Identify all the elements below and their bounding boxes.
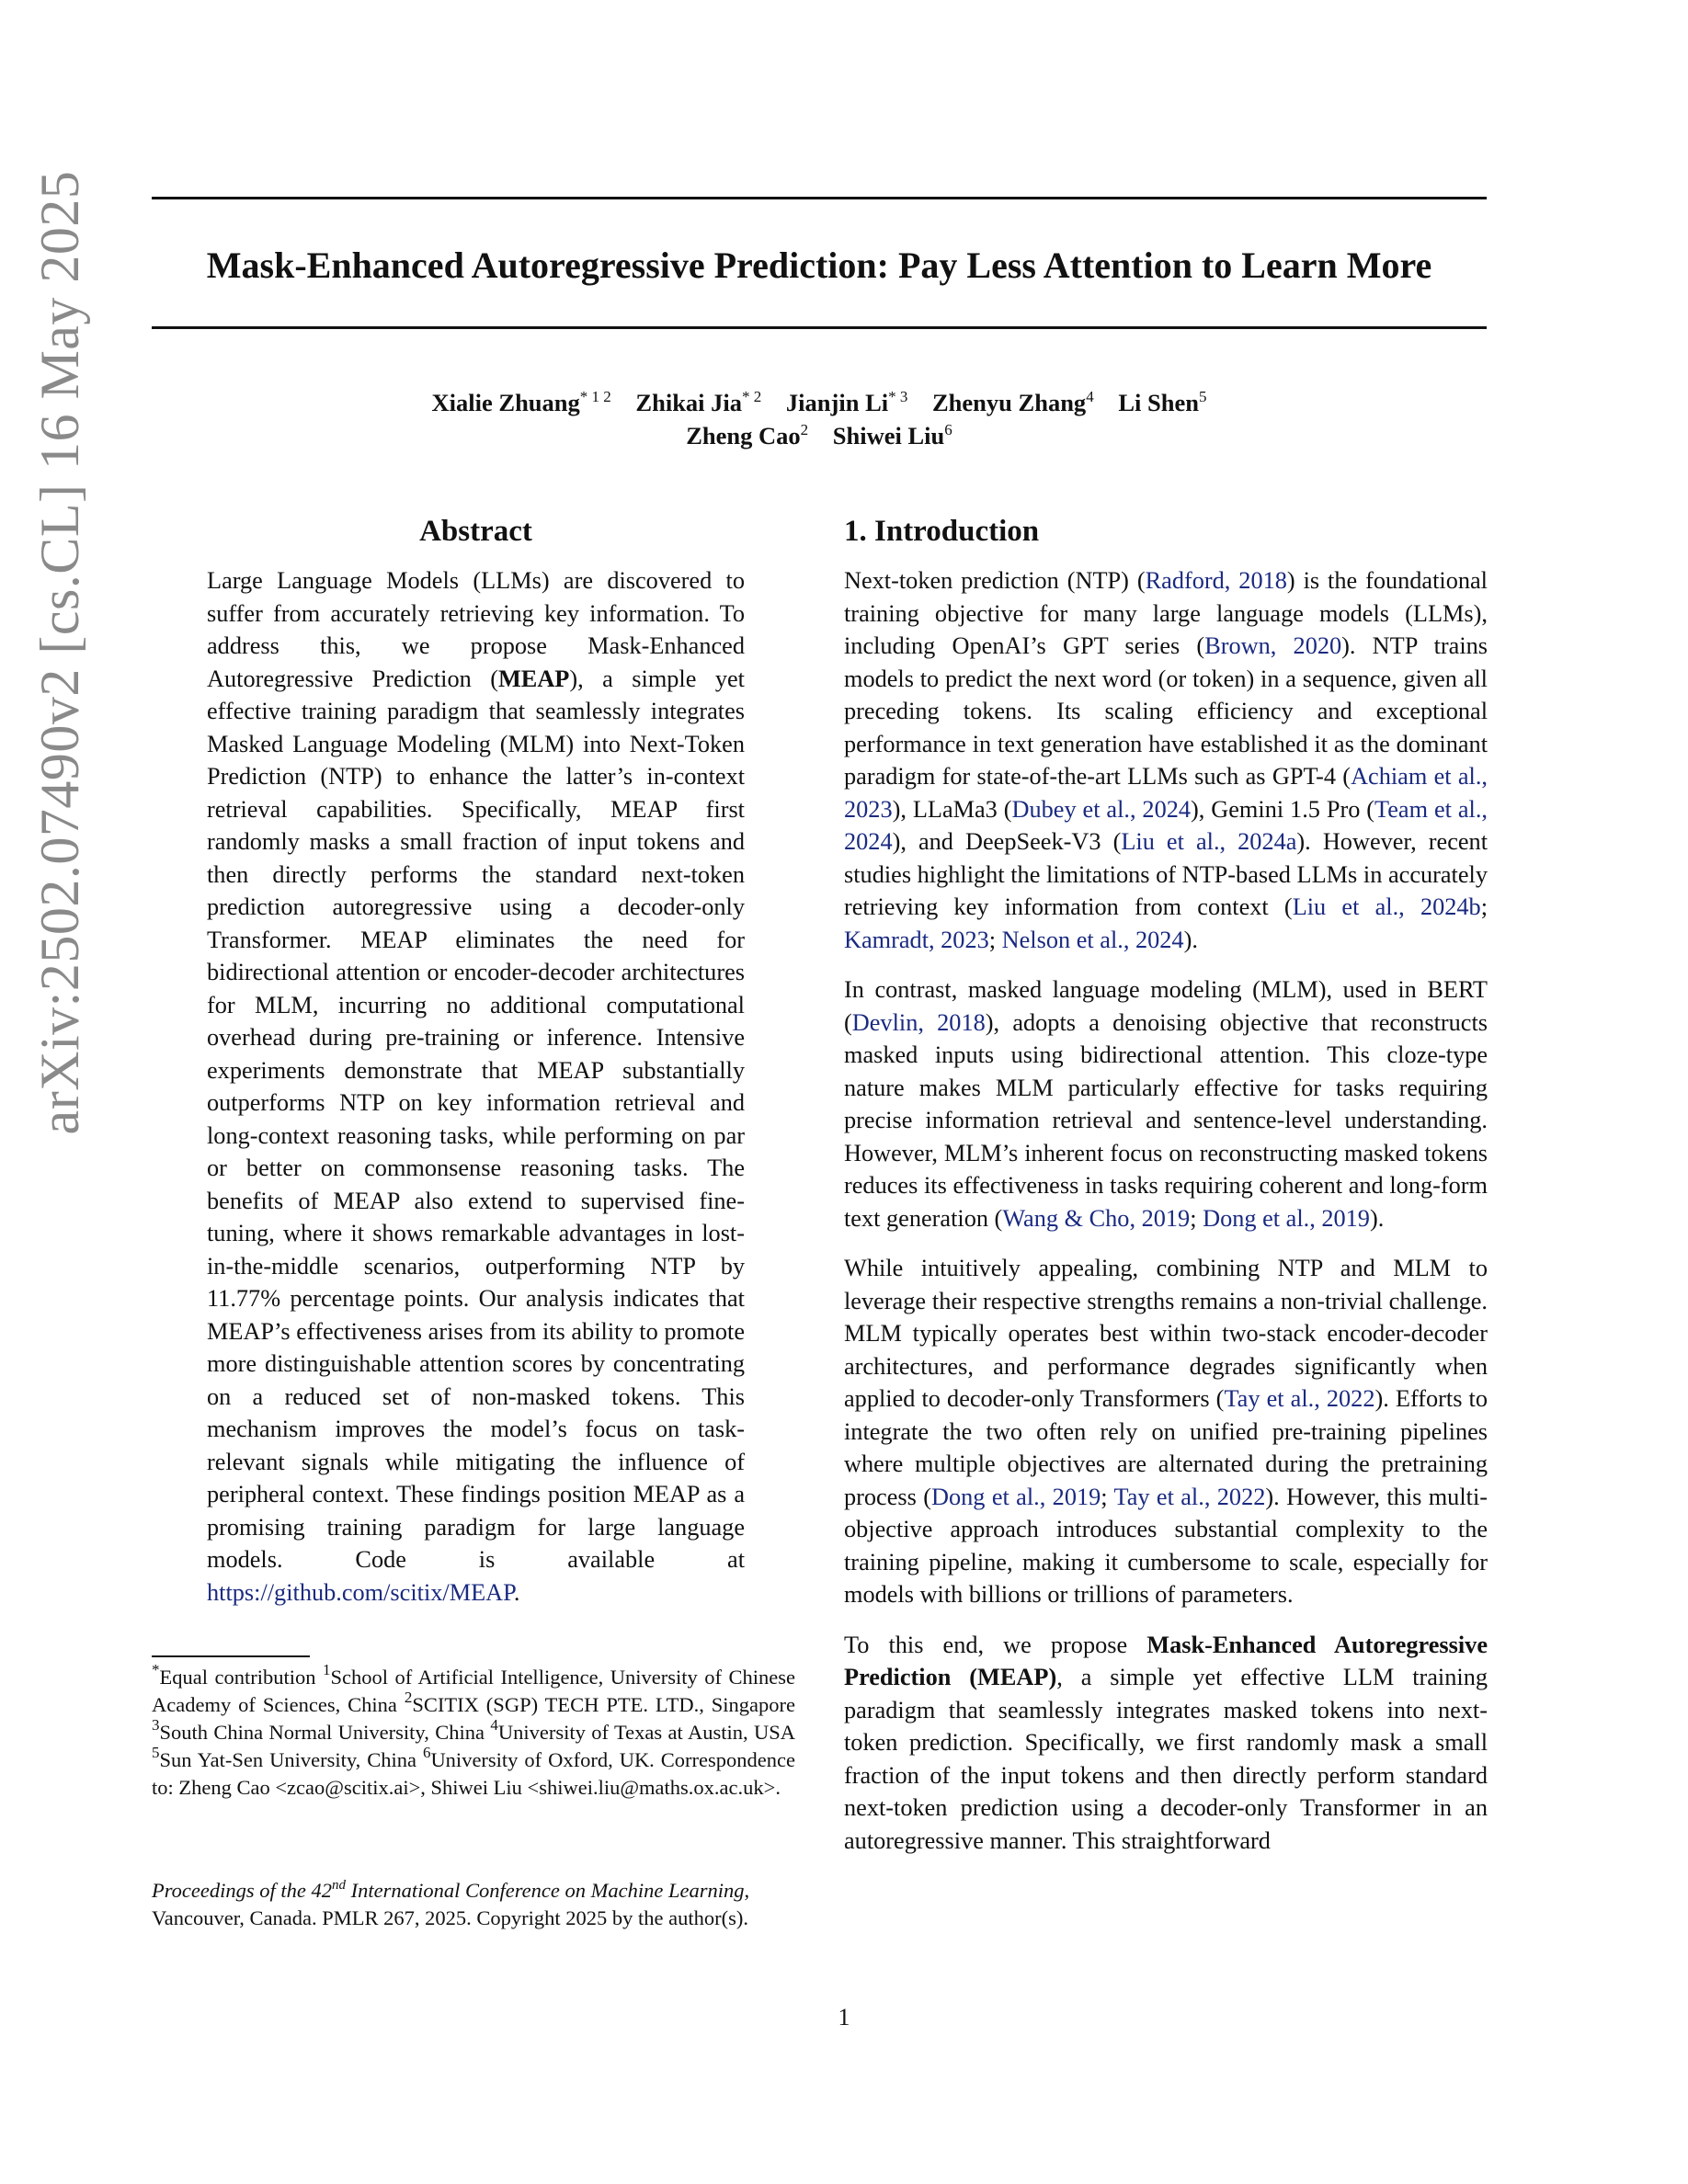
intro-paragraph-2: In contrast, masked language modeling (MLM), used in BERT (Devlin, 2018), adopts a denoising objective that reconstructs masked inputs using bidirectional attention. This cloze-type nature makes MLM particularly effective for tasks requiring precise information retrieval and sentence-level understanding. However, MLM’s inherent focus on reconstructing masked tokens reduces its effectiveness in tasks requiring coherent and long-form text generation (Wang & Cho, 2019; Dong et al., 2019).	[844, 976, 1488, 1232]
footnote-rule	[152, 1655, 310, 1657]
citation-link[interactable]: Devlin, 2018	[851, 1008, 986, 1036]
citation-link[interactable]: Radford, 2018	[1145, 567, 1287, 594]
author-line-1	[152, 386, 1487, 419]
citation-link[interactable]: Dubey et al., 2024	[1011, 795, 1192, 823]
citation-link[interactable]: Dong et al., 2019	[931, 1483, 1101, 1510]
citation-link[interactable]: Wang & Cho, 2019	[1002, 1204, 1191, 1232]
arxiv-identifier: arXiv:2502.07490v2 [cs.CL] 16 May 2025	[29, 170, 90, 1135]
meap-name-bold: Mask-Enhanced Autoregressive Prediction (MEAP)	[844, 1631, 1488, 1690]
author: Li Shen$^5$	[1118, 388, 1207, 416]
intro-paragraph-3: While intuitively appealing, combining NTP and MLM to leverage their respective strengths remains a non-trivial challenge. MLM typically operates best within two-stack encoder-decoder architectures, and performance degrades significantly when applied to decoder-only Transformers (Tay et al., 2022). Efforts to integrate the two often rely on unified pre-training pipelines where multiple objectives are alternated during the pretraining process (Dong et al., 2019; Tay et al., 2022). However, this multi-objective approach introduces substantial complexity to the training pipeline, making it cumbersome to scale, especially for models with billions or trillions of parameters.	[844, 1255, 1488, 1608]
author-list	[152, 386, 1487, 452]
page-number: 1	[838, 2004, 850, 2030]
citation-link[interactable]: Nelson et al., 2024	[1001, 926, 1184, 953]
citation-link[interactable]: Tay et al., 2022	[1113, 1483, 1266, 1510]
citation-link[interactable]: Tay et al., 2022	[1224, 1385, 1375, 1412]
citation-link[interactable]: Dong et al., 2019	[1203, 1204, 1370, 1232]
introduction-heading: 1. Introduction	[844, 515, 1040, 548]
author: Shiwei Liu$^6$	[832, 421, 952, 449]
citation-link[interactable]: Achiam et al., 2023	[844, 763, 1488, 823]
affiliations-footnote: *Equal contribution $^1$School of Artificial Intelligence, University of Chinese Academy of Sciences, China $^2$SCITIX (SGP) TECH PTE. LTD., Singapore $^3$South China Normal University, China $^4$University of Texas at Austin, USA $^5$Sun Yat-Sen University, China $^6$University of Oxford, UK. Correspondence to: Zheng Cao <zcao@scitix.ai>, Shiwei Liu <shiwei.liu@maths.ox.ac.uk>.	[152, 1661, 795, 1799]
abstract-heading: Abstract	[419, 515, 532, 548]
author: Zhikai Jia$^{* 2}$	[635, 388, 762, 416]
title-bottom-rule	[152, 326, 1487, 329]
citation-link[interactable]: Kamradt, 2023	[844, 926, 989, 953]
proceedings-note: Proceedings of the 42nd International Conference on Machine Learning, Vancouver, Canada. PMLR 267, 2025. Copyright 2025 by the author(s).	[152, 1878, 750, 1929]
meap-acronym: MEAP	[497, 665, 570, 692]
citation-link[interactable]: Brown, 2020	[1204, 632, 1342, 659]
abstract-body: Large Language Models (LLMs) are discovered to suffer from accurately retrieving key information. To address this, we propose Mask-Enhanced Autoregressive Prediction (MEAP), a simple yet effective training paradigm that seamlessly integrates Masked Language Modeling (MLM) into Next-Token Prediction (NTP) to enhance the latter’s in-context retrieval capabilities. Specifically, MEAP first randomly masks a small fraction of input tokens and then directly performs the standard next-token prediction autoregressive using a decoder-only Transformer. MEAP eliminates the need for bidirectional attention or encoder-decoder architectures for MLM, incurring no additional computational overhead during pre-training or inference. Intensive experiments demonstrate that MEAP substantially outperforms NTP on key information retrieval and long-context reasoning tasks, while performing on par or better on commonsense reasoning tasks. The benefits of MEAP also extend to supervised fine-tuning, where it shows remarkable advantages in lost-in-the-middle scenarios, outperforming NTP by 11.77% percentage points. Our analysis indicates that MEAP’s effectiveness arises from its ability to promote more distinguishable attention scores by concentrating on a reduced set of non-masked tokens. This mechanism improves the model’s focus on task-relevant signals while mitigating the influence of peripheral context. These findings position MEAP as a promising training paradigm for large language models. Code is available at https://github.com/scitix/MEAP.	[207, 567, 745, 1606]
introduction-body	[844, 564, 1488, 1874]
author: Zhenyu Zhang$^4$	[932, 388, 1094, 416]
author: Zheng Cao$^2$	[686, 421, 809, 449]
citation-link[interactable]: Team et al., 2024	[844, 795, 1488, 855]
citation-link[interactable]: Liu et al., 2024b	[1292, 893, 1481, 920]
code-link[interactable]: https://github.com/scitix/MEAP	[207, 1578, 514, 1606]
title-top-rule	[152, 197, 1487, 199]
intro-paragraph-1: Next-token prediction (NTP) (Radford, 2018) is the foundational training objective for many large language models (LLMs), including OpenAI’s GPT series (Brown, 2020). NTP trains models to predict the next word (or token) in a sequence, given all preceding tokens. Its scaling efficiency and exceptional performance in text generation have established it as the dominant paradigm for state-of-the-art LLMs such as GPT-4 (Achiam et al., 2023), LLaMa3 (Dubey et al., 2024), Gemini 1.5 Pro (Team et al., 2024), and DeepSeek-V3 (Liu et al., 2024a). However, recent studies highlight the limitations of NTP-based LLMs in accurately retrieving key information from context (Liu et al., 2024b; Kamradt, 2023; Nelson et al., 2024).	[844, 567, 1488, 953]
citation-link[interactable]: Liu et al., 2024a	[1121, 828, 1297, 855]
paper-title: Mask-Enhanced Autoregressive Prediction: Pay Less Attention to Learn More	[206, 245, 1432, 286]
author-line-2	[152, 419, 1487, 452]
author: Xialie Zhuang$^{* 1 2}$	[431, 388, 611, 416]
author: Jianjin Li$^{* 3}$	[785, 388, 908, 416]
intro-paragraph-4: To this end, we propose Mask-Enhanced Autoregressive Prediction (MEAP), a simple yet effective LLM training paradigm that seamlessly integrates masked tokens into next-token prediction. Specifically, we first randomly mask a small fraction of the input tokens and then directly perform standard next-token prediction using a decoder-only Transformer in an autoregressive manner. This straightforward	[844, 1631, 1488, 1854]
